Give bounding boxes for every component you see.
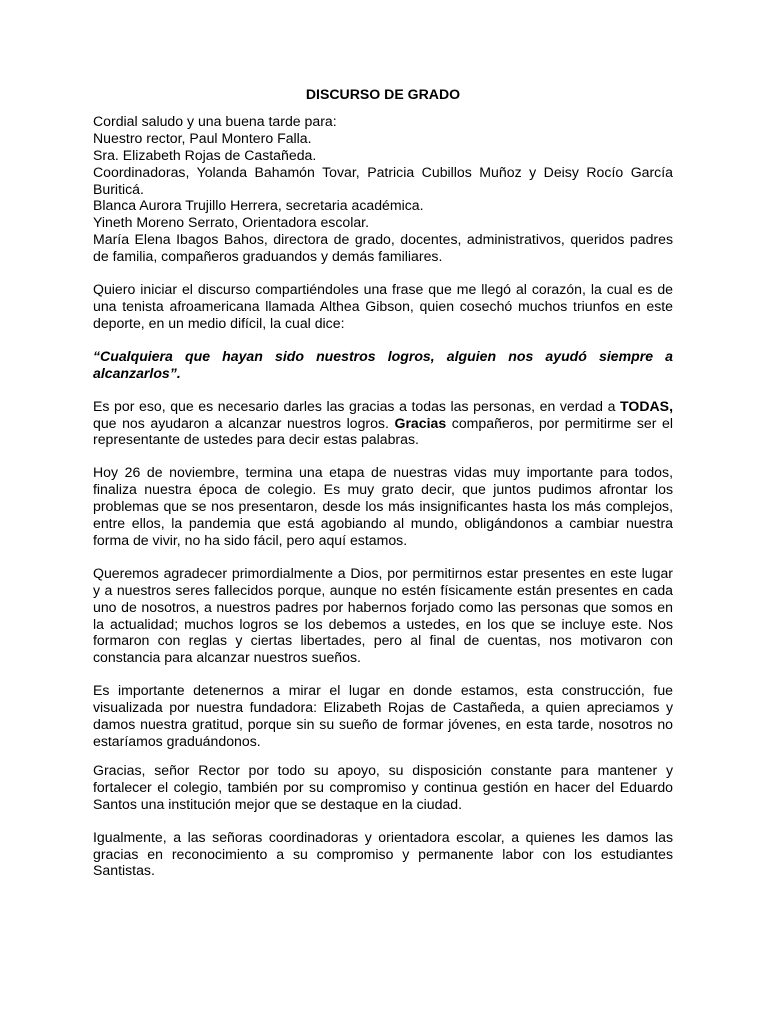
quote-althea-gibson: “Cualquiera que hayan sido nuestros logros, alguien nos ayudó siempre a alcanzarlos”. — [93, 347, 673, 381]
thanks-bold-gracias: Gracias — [394, 414, 447, 431]
paragraph-god: Queremos agradecer primordialmente a Dios, por permitirnos estar presentes en este lugar y a nuestros seres fallecidos porque, aunque no estén físicamente están presentes en cada uno de nosotros, a nuestros padres por habernos forjado como las personas que somos en la actualidad; muchos logros se los debemos a ustedes, en los que se incluye este. Nos formaron con reglas y ciertas libertades, pero al final de cuentas, nos motivaron con constancia para alcanzar nuestros sueños. — [93, 564, 673, 666]
paragraph-intro: Quiero iniciar el discurso compartiéndoles una frase que me llegó al corazón, la cual es de una tenista afroamericana llamada Althea Gibson, quien cosechó muchos triunfos en este deporte, en un medio difícil, la cual dice: — [93, 281, 673, 331]
paragraph-today: Hoy 26 de noviembre, termina una etapa de nuestras vidas muy importante para todos, finaliza nuestra época de colegio. Es muy grato decir, que juntos pudimos afrontar los problemas que se nos presentaron, desde los más insignificantes hasta los más complejos, entre ellos, la pandemia que está agobiando al mundo, obligándonos a cambiar nuestra forma de vivir, no ha sido fácil, pero aquí estamos. — [93, 464, 673, 548]
salutation-block — [93, 113, 673, 265]
thanks-text: que nos ayudaron a alcanzar nuestros logros. — [93, 414, 395, 431]
salutation-line: Cordial saludo y una buena tarde para: — [93, 112, 337, 129]
salutation-line: Yineth Moreno Serrato, Orientadora escolar. — [93, 214, 370, 231]
paragraph-thanks — [93, 398, 673, 449]
thanks-bold-todas: TODAS, — [620, 397, 673, 414]
thanks-text: Es por eso, que es necesario darles las gracias a todas las personas, en verdad a — [93, 397, 620, 414]
salutation-line: Coordinadoras, Yolanda Bahamón Tovar, Patricia Cubillos Muñoz y Deisy Rocío García Buriticá. — [93, 163, 673, 197]
document-page — [93, 86, 673, 895]
thanks-text: compañeros, por permitirme ser el representante de ustedes para decir estas palabras. — [93, 414, 674, 448]
salutation-line: Blanca Aurora Trujillo Herrera, secretaria académica. — [93, 197, 424, 214]
salutation-line: María Elena Ibagos Bahos, directora de grado, docentes, administrativos, queridos padres de familia, compañeros graduandos y demás familiares. — [93, 231, 673, 265]
salutation-line: Sra. Elizabeth Rojas de Castañeda. — [93, 146, 317, 163]
salutation-line: Nuestro rector, Paul Montero Falla. — [93, 129, 312, 146]
paragraph-coordinators: Igualmente, a las señoras coordinadoras y orientadora escolar, a quienes les damos las gracias en reconocimiento a su compromiso y permanente labor con los estudiantes Santistas. — [93, 828, 673, 879]
paragraph-rector: Gracias, señor Rector por todo su apoyo, su disposición constante para mantener y fortalecer el colegio, también por su compromiso y continua gestión en hacer del Eduardo Santos una institución mejor que se destaque en la ciudad. — [93, 761, 673, 812]
document-title: DISCURSO DE GRADO — [305, 86, 461, 102]
paragraph-place: Es importante detenernos a mirar el lugar en donde estamos, esta construcción, fue visualizada por nuestra fundadora: Elizabeth Rojas de Castañeda, a quien apreciamos y damos nuestra gratitud, porque sin su sueño de formar jóvenes, en esta tarde, nosotros no estaríamos graduándonos. — [93, 682, 673, 749]
